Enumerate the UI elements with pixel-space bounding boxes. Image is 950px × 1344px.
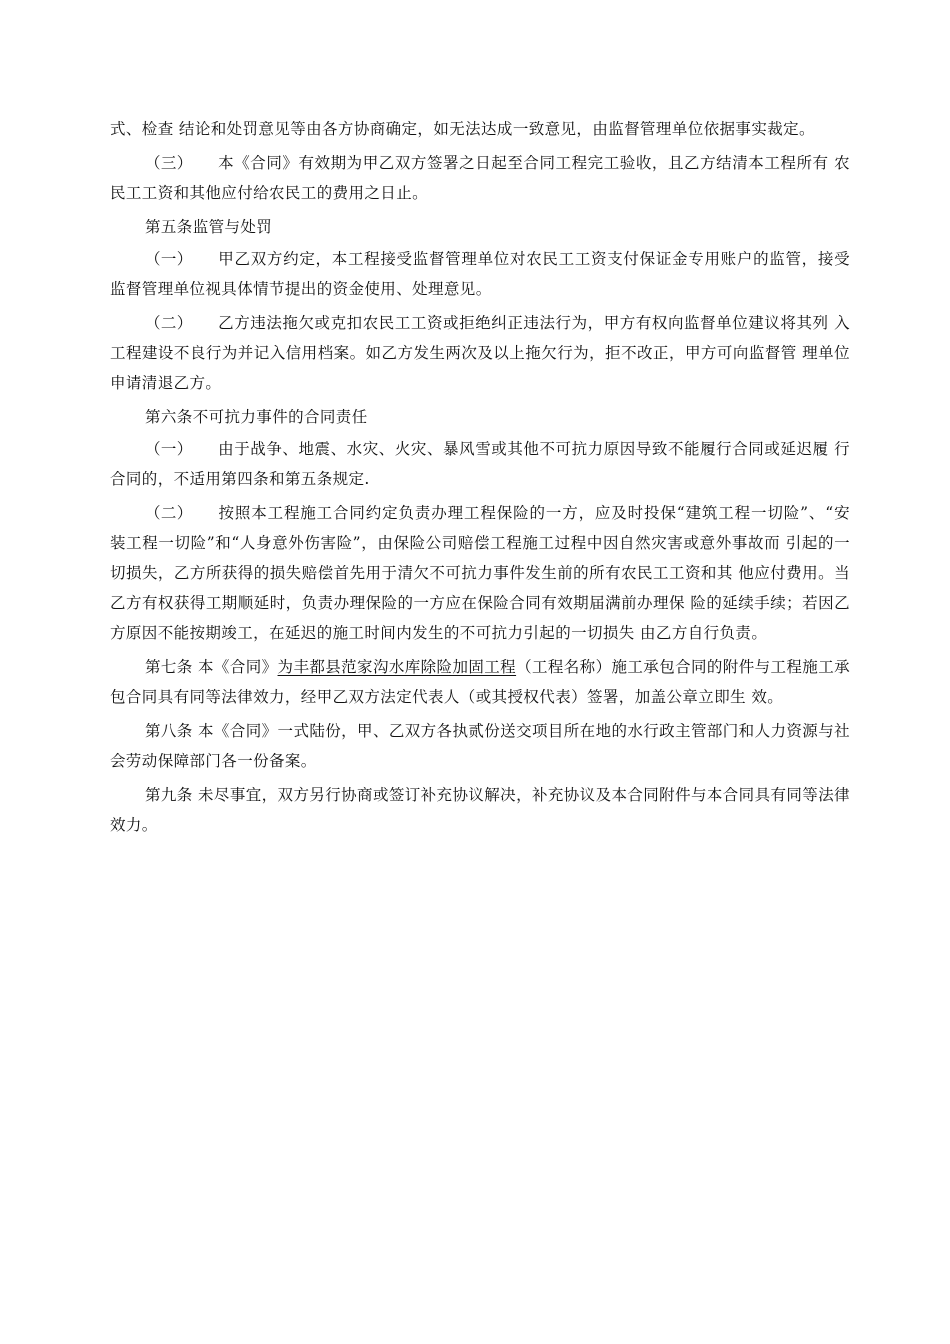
- clause-5-item-2: [110, 308, 850, 398]
- heading-text: 第五条监管与处罚: [145, 218, 273, 236]
- item-number: （二）: [145, 314, 193, 332]
- clause-6-item-1: [110, 434, 850, 494]
- heading-text: 第六条不可抗力事件的合同责任: [145, 408, 368, 426]
- paragraph-text: 乙方违法拖欠或克扣农民工工资或拒绝纠正违法行为，甲方有权向监督单位建议将其列 入工程建设不良行为并记入信用档案。如乙方发生两次及以上拖欠行为，拒不改正，甲方可向监督管 理单位申请清退乙方。: [110, 314, 850, 392]
- paragraph-text: 式、检查 结论和处罚意见等由各方协商确定，如无法达成一致意见，由监督管理单位依据事实裁定。: [110, 120, 815, 138]
- item-number: （二）: [145, 504, 193, 522]
- paragraph-text: 第七条 本《合同》: [145, 658, 278, 676]
- clause-6-item-2: [110, 498, 850, 648]
- article-6-heading: [110, 402, 850, 432]
- article-9: [110, 780, 850, 840]
- clause-5-item-1: [110, 244, 850, 304]
- article-8: [110, 716, 850, 776]
- item-number: （一）: [145, 440, 193, 458]
- paragraph-text: （工程名称）施工承包合同的附件与工程施工承包合同具有同等法律效力，经甲乙双方法定代表人（或其授权代表）签署，加盖公章立即生 效。: [110, 658, 851, 706]
- paragraph-text: 第八条 本《合同》一式陆份，甲、乙双方各执贰份送交项目所在地的水行政主管部门和人力资源与社会劳动保障部门各一份备案。: [110, 722, 850, 770]
- paragraph-text: 本《合同》有效期为甲乙双方签署之日起至合同工程完工验收，且乙方结清本工程所有 农民工工资和其他应付给农民工的费用之日止。: [110, 154, 850, 202]
- clause-4-item-3: [110, 148, 850, 208]
- article-5-heading: [110, 212, 850, 242]
- article-7: [110, 652, 850, 712]
- paragraph-continuation: [110, 114, 850, 144]
- item-number: （三）: [145, 154, 193, 172]
- paragraph-text: 甲乙双方约定，本工程接受监督管理单位对农民工工资支付保证金专用账户的监管，接受 监督管理单位视具体情节提出的资金使用、处理意见。: [110, 250, 850, 298]
- project-name: 为丰都县范家沟水库除险加固工程: [277, 658, 517, 676]
- document-body: [110, 114, 850, 844]
- paragraph-text: 第九条 未尽事宜，双方另行协商或签订补充协议解决，补充协议及本合同附件与本合同具有同等法律效力。: [110, 786, 850, 834]
- item-number: （一）: [145, 250, 193, 268]
- paragraph-text: 由于战争、地震、水灾、火灾、暴风雪或其他不可抗力原因导致不能履行合同或延迟履 行合同的，不适用第四条和第五条规定.: [110, 440, 850, 488]
- paragraph-text: 按照本工程施工合同约定负责办理工程保险的一方，应及时投保“建筑工程一切险”、“安 装工程一切险”和“人身意外伤害险”，由保险公司赔偿工程施工过程中因自然灾害或意外事故而 引起的一切损失，乙方所获得的损失赔偿首先用于清欠不可抗力事件发生前的所有农民工工资和其 他应付费用。当乙方有权获得工期顺延时，负责办理保险的一方应在保险合同有效期届满前办理保 险的延续手续；若因乙方原因不能按期竣工，在延迟的施工时间内发生的不可抗力引起的一切损失 由乙方自行负责。: [110, 504, 850, 642]
